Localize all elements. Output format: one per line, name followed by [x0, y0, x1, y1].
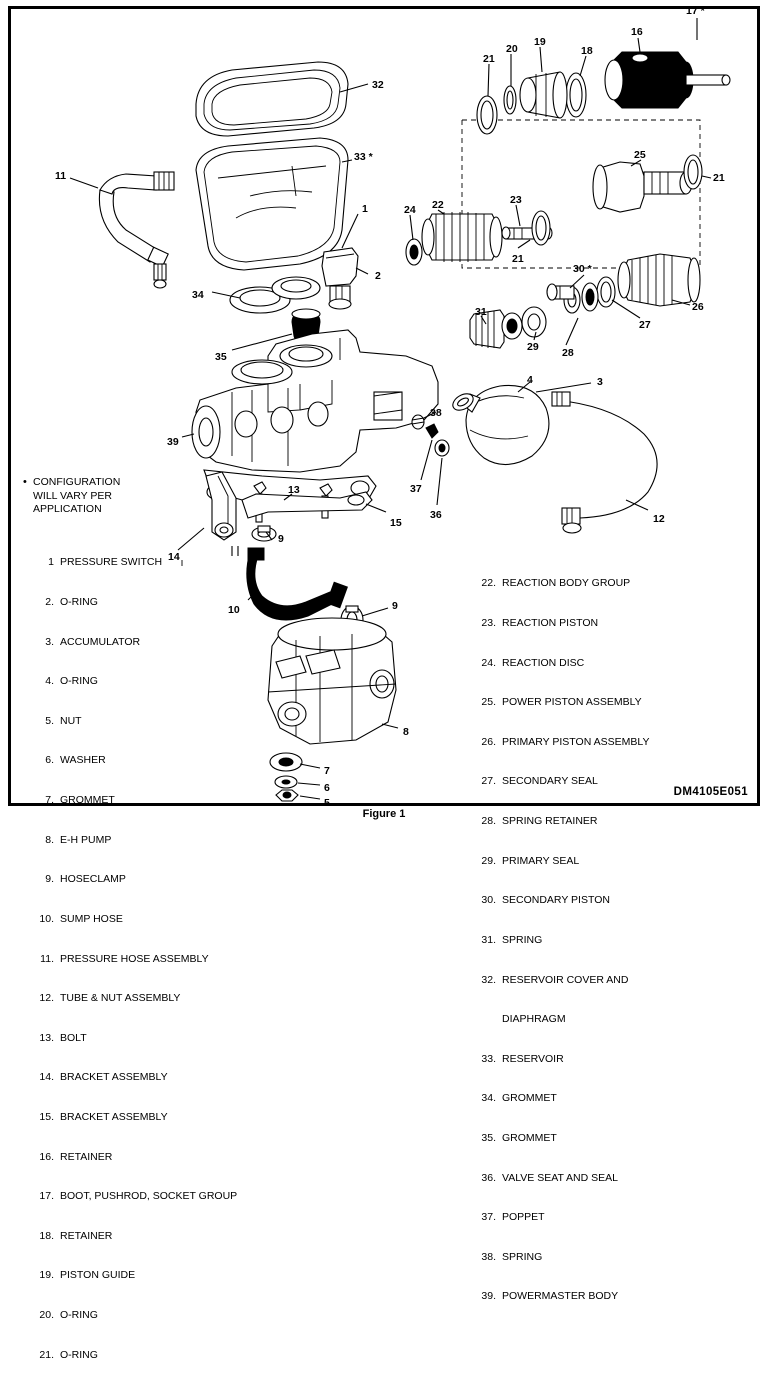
callout-5: 5 — [324, 797, 330, 809]
legend-item: 29. PRIMARY SEAL — [481, 854, 580, 867]
legend-item: 13. BOLT — [39, 1031, 87, 1044]
note-line-3: APPLICATION — [33, 503, 102, 515]
legend-item: 34. GROMMET — [481, 1092, 557, 1105]
part-poppet-37 — [426, 424, 438, 438]
legend-item: 39. POWERMASTER BODY — [481, 1290, 619, 1303]
callout-13: 13 — [288, 484, 300, 496]
legend-item: 16. RETAINER — [39, 1150, 113, 1163]
callout-21-top: 21 — [483, 53, 495, 65]
callout-10: 10 — [228, 604, 240, 616]
callout-16: 16 — [631, 26, 643, 38]
note-line-1: CONFIGURATION — [33, 476, 121, 488]
part-pressure-switch-1 — [322, 248, 358, 309]
legend-item: 15. BRACKET ASSEMBLY — [39, 1110, 168, 1123]
legend-item: 33. RESERVOIR — [481, 1052, 564, 1065]
part-oring-21-top — [477, 96, 497, 134]
part-secondary-seal-27 — [597, 277, 615, 307]
callout-37: 37 — [410, 483, 422, 495]
callout-25: 25 — [634, 149, 646, 161]
callout-34: 34 — [192, 289, 204, 301]
callout-32: 32 — [372, 79, 384, 91]
callout-24: 24 — [404, 204, 416, 216]
part-retainer-18 — [566, 73, 586, 117]
callout-19: 19 — [534, 36, 546, 48]
callout-9-bottom: 9 — [392, 600, 398, 612]
legend-item: 21. O-RING — [39, 1348, 98, 1361]
part-powermaster-body-39 — [192, 330, 438, 506]
callout-31: 31 — [475, 306, 487, 318]
legend-item: 18. RETAINER — [39, 1229, 113, 1242]
callout-30: 30 * — [573, 263, 592, 275]
part-piston-guide-19 — [520, 72, 567, 118]
legend-item: 37. POPPET — [481, 1211, 545, 1224]
legend-item: 30. SECONDARY PISTON — [481, 894, 610, 907]
note-line-2: WILL VARY PER — [33, 489, 112, 502]
callout-15: 15 — [390, 517, 402, 529]
figure-caption: Figure 1 — [362, 808, 406, 820]
part-reservoir-cover-32 — [196, 62, 348, 136]
part-reaction-body-22 — [422, 212, 502, 262]
callout-21-right: 21 — [713, 172, 725, 184]
callout-17: 17 * — [686, 5, 705, 17]
callout-21-mid: 21 — [512, 253, 524, 265]
callout-2: 2 — [375, 270, 381, 282]
callout-28: 28 — [562, 347, 574, 359]
callout-6: 6 — [324, 782, 330, 794]
legend-item: 7. GROMMET — [45, 794, 115, 807]
note-bullet-icon: • — [23, 476, 27, 488]
callout-9-top: 9 — [278, 533, 284, 545]
legend-item: 26. PRIMARY PISTON ASSEMBLY — [481, 735, 650, 748]
legend-item: 23. REACTION PISTON — [481, 617, 599, 630]
callout-36: 36 — [430, 509, 442, 521]
part-accumulator-3 — [462, 385, 549, 464]
legend-item: 35. GROMMET — [481, 1131, 557, 1144]
callout-20: 20 — [506, 43, 518, 55]
parts-legend-right — [470, 551, 740, 1330]
callout-18: 18 — [581, 45, 593, 57]
legend-item: 27. SECONDARY SEAL — [481, 775, 598, 788]
configuration-note — [23, 476, 121, 517]
part-oring-21-right — [684, 155, 702, 189]
part-valve-seat-36 — [435, 440, 449, 456]
callout-3: 3 — [597, 376, 603, 388]
legend-item: 32. RESERVOIR COVER AND — [481, 973, 629, 986]
part-spring-retainer-28 — [582, 283, 598, 311]
part-boot-pushrod-socket — [605, 52, 730, 108]
legend-item: 6. WASHER — [45, 754, 106, 767]
part-spring-38 — [412, 415, 424, 429]
part-tube-nut-12 — [552, 392, 657, 533]
legend-item: DIAPHRAGM — [502, 1013, 566, 1026]
parts-legend-left — [28, 530, 278, 1388]
drawing-code: DM4105E051 — [673, 786, 748, 798]
legend-item: 36. VALVE SEAT AND SEAL — [481, 1171, 618, 1184]
callout-22: 22 — [432, 199, 444, 211]
callout-1: 1 — [362, 203, 368, 215]
callout-39: 39 — [167, 436, 179, 448]
callout-12: 12 — [653, 513, 665, 525]
legend-item: 11. PRESSURE HOSE ASSEMBLY — [40, 952, 209, 965]
part-bracket-15 — [242, 492, 372, 518]
legend-item: 12. TUBE & NUT ASSEMBLY — [39, 992, 181, 1005]
legend-item: 2. O-RING — [45, 596, 98, 609]
legend-item: 24. REACTION DISC — [481, 656, 585, 669]
part-oring-20 — [504, 86, 516, 114]
legend-item: 22. REACTION BODY GROUP — [481, 577, 631, 590]
legend-item: 38. SPRING — [481, 1250, 543, 1263]
legend-item: 25. POWER PISTON ASSEMBLY — [481, 696, 642, 709]
legend-item: 1 PRESSURE SWITCH — [48, 556, 163, 569]
callout-29: 29 — [527, 341, 539, 353]
legend-item: 5. NUT — [45, 714, 82, 727]
legend-item: 28. SPRING RETAINER — [481, 815, 598, 828]
callout-33: 33 * — [354, 151, 373, 163]
part-nut-5 — [276, 790, 298, 801]
legend-item: 4. O-RING — [45, 675, 98, 688]
legend-item: 9. HOSECLAMP — [45, 873, 126, 886]
legend-item: 19. PISTON GUIDE — [39, 1269, 136, 1282]
callout-8: 8 — [403, 726, 409, 738]
legend-item: 14. BRACKET ASSEMBLY — [39, 1071, 168, 1084]
part-grommet-34 — [230, 277, 320, 313]
callout-23: 23 — [510, 194, 522, 206]
legend-item: 10. SUMP HOSE — [39, 912, 123, 925]
callout-4: 4 — [527, 374, 533, 386]
callout-38: 38 — [430, 407, 442, 419]
part-primary-piston-26 — [618, 254, 700, 306]
legend-item: 8. E-H PUMP — [45, 833, 112, 846]
callout-35: 35 — [215, 351, 227, 363]
legend-item: 31. SPRING — [481, 933, 543, 946]
part-reservoir-33 — [196, 138, 348, 270]
part-secondary-piston-30 — [547, 284, 574, 300]
part-power-piston-25 — [593, 162, 692, 212]
part-reaction-disc-24 — [406, 239, 422, 265]
part-washer-6 — [275, 776, 297, 788]
part-pressure-hose-11 — [99, 172, 174, 288]
legend-item: 20. O-RING — [39, 1308, 98, 1321]
part-retainer-ring-16 — [632, 54, 648, 62]
part-oring-21-mid — [532, 211, 550, 245]
legend-item: 3. ACCUMULATOR — [45, 635, 141, 648]
callout-11: 11 — [55, 170, 67, 182]
callout-27: 27 — [639, 319, 651, 331]
callout-26: 26 — [692, 301, 704, 313]
callout-14: 14 — [168, 551, 180, 563]
callout-7: 7 — [324, 765, 330, 777]
legend-item: 17. BOOT, PUSHROD, SOCKET GROUP — [39, 1190, 238, 1203]
part-eh-pump-8 — [268, 618, 396, 744]
